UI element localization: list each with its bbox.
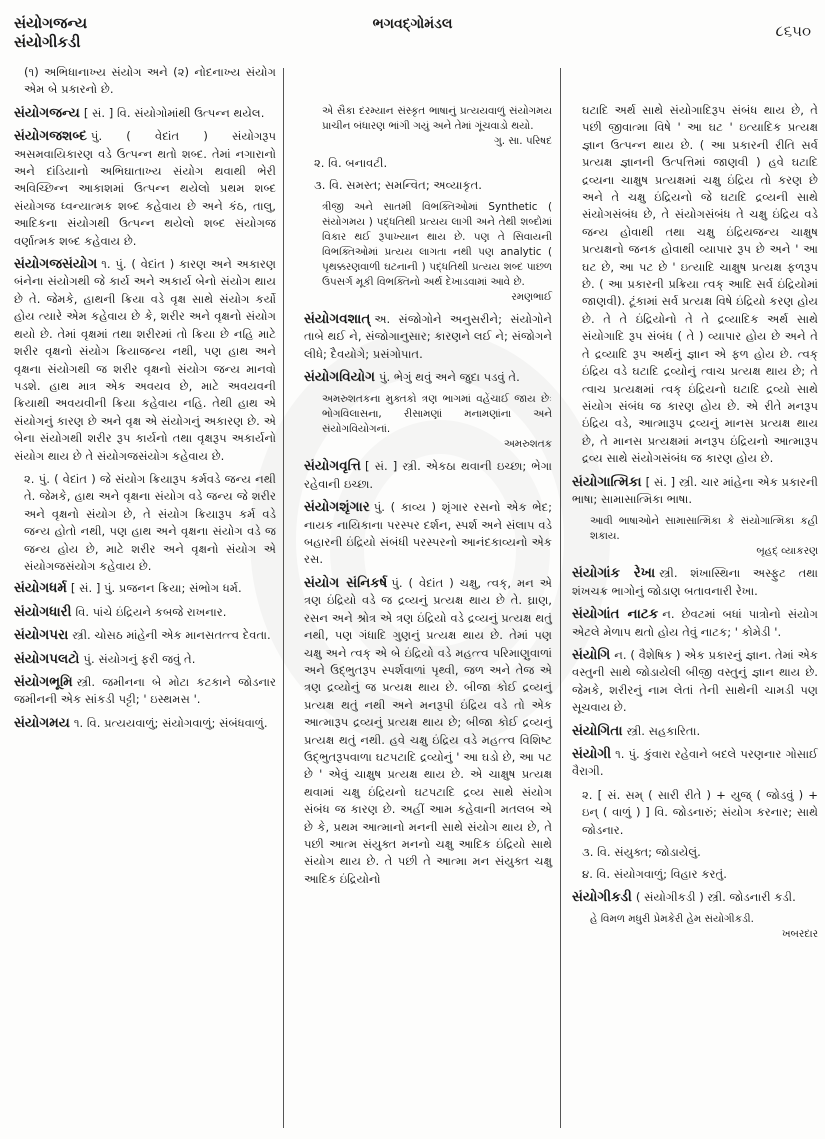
guide-word-first: સંયોગજન્ય bbox=[14, 14, 88, 32]
citation-quote bbox=[322, 392, 552, 452]
headword: સંયોગપલટો bbox=[14, 650, 80, 667]
definition: ૧. પું. ( વેદાંત ) કારણ અને અકારણ બંનેના સંયોગથી જે કાર્ય અને અકાર્ય બેનો સંયોગ થાય છે તે. જેમકે, હાથની ક્રિયા વડે વૃક્ષ સાથે સંયોગ કર્યો હોય ત્યારે એમ કહેવાય છે કે, શરીર અને વૃક્ષનો સંયોગ થયો છે. તેમાં વૃક્ષમાં તથા શરીરમાં તો ક્રિયા છે નહિ માટે શરીર વૃક્ષનો સંયોગ ક્રિયાજન્ય નથી, પણ હાથ અને વૃક્ષના સંયોગથી જ શરીર વૃક્ષનો સંયોગ જન્ય માનવો પડશે. હાથ માત્ર એક અવયવ છે, માટે અવયવની ક્રિયાથી અવયવીની ક્રિયા કહેવાય નહિ. તેથી હાથ એ સંયોગનું કારણ છે અને વૃક્ષ એ સંયોગનું અકારણ છે. એ બેના સંયોગથી શરીર રૂપ કાર્યનો તથા વૃક્ષરૂપ અકાર્યનો સંયોગ થાય છે તે સંયોગજસંયોગ કહેવાય છે. bbox=[14, 257, 276, 463]
headword: સંયોગિ bbox=[572, 646, 611, 663]
dictionary-entry bbox=[304, 499, 552, 569]
guide-word-last: સંયોગીકડી bbox=[14, 33, 81, 51]
entry-sense: ૨. પું. ( વેદાંત ) જે સંયોગ ક્રિયારૂપ કર્મવડે જન્ય નથી તે. જેમકે, હાથ અને વૃક્ષના સંયોગ વડે જન્ય જે શરીર અને વૃક્ષનો સંયોગ છે, તે સંયોગ ક્રિયારૂપ કર્મ વડે જન્ય હોતો નથી, પણ હાથ અને વૃક્ષના સંયોગ વડે જ જન્ય હોય છે, માટે શરીર અને વૃક્ષનો સંયોગ એ સંયોગજસંયોગ કહેવાય છે. bbox=[24, 471, 276, 573]
dictionary-entry bbox=[14, 105, 276, 122]
entry-sense: ૩. વિ. સમસ્ત; સમન્વિત; અવ્યાકૃત. bbox=[314, 178, 482, 193]
definition: [ સં. ] સ્ત્રી. એકઠા થવાની ઇચ્છા; ભેગા રહેવાની ઇચ્છા. bbox=[304, 459, 552, 491]
headword: સંયોગપરા bbox=[14, 627, 69, 644]
definition: પું. ( વેદાંત ) ચક્ષુ, ત્વક્, મન એ ત્રણ ઇંદ્રિયો વડે જ દ્રવ્યનું પ્રત્યક્ષ થાય છે તે. ઘ્રાણ, રસન અને શ્રોત્ર એ ત્રણ ઇંદ્રિયો વડે દ્રવ્યનું પ્રત્યક્ષ થતું નથી, પણ ગંધાદિ ગુણનું પ્રત્યક્ષ થાય છે. તેમાં પણ ચક્ષુ અને ત્વક્ એ બે ઇંદ્રિયો વડે મહત્ત્વ પરિમાણુવાળાં અને ઉદ્ભુતરૂપ સ્પર્શવાળાં પૃથ્વી, જળ અને તેજ એ ત્રણ દ્રવ્યોનું જ પ્રત્યક્ષ થાય છે. બીજા કોઈ દ્રવ્યનું પ્રત્યક્ષ થતું નથી અને મનરૂપી ઇંદ્રિય વડે તો એક આત્મારૂપ દ્રવ્યનું પ્રત્યક્ષ થાય છે; બીજા કોઈ દ્રવ્યનું પ્રત્યક્ષ થતું નથી. હવે ચક્ષુ ઇંદ્રિય વડે મહત્ત્વ વિશિષ્ટ ઉદ્ભુતરૂપવાળા ઘટપટાદિ દ્રવ્યોનું ' આ ઘડો છે, આ પટ છે ' એવું ચાક્ષુષ પ્રત્યક્ષ થાય છે. એ ચાક્ષુષ પ્રત્યક્ષ થવામાં ચક્ષુ ઇંદ્રિયનો ઘટપટાદિ દ્રવ્ય સાથે સંયોગ સંબંધ જ કારણ છે. અહીં આમ કહેવાની મતલબ એ છે કે, પ્રથમ આત્માનો મનની સાથે સંયોગ થાય છે, તે પછી આત્મ સંયુક્ત મનનો ચક્ષુ આદિક ઇંદ્રિયો સાથે સંયોગ થાય છે. તે પછી તે આત્મા મન સંયુક્ત ચક્ષુ આદિક ઇંદ્રિયોનો bbox=[304, 575, 553, 886]
definition: પું. ( કાવ્ય ) શૃંગાર રસનો એક ભેદ; નાયક નાયિકાના પરસ્પર દર્શન, સ્પર્શ અને સંલાપ વડે બહારની ઇંદ્રિયો સંબંધી પરસ્પરનો આનંદકાવ્યનો એક રસ. bbox=[304, 500, 552, 567]
dictionary-entry bbox=[14, 674, 276, 709]
quote-text: એ સૈકા દરમ્યાન સંસ્કૃત ભાષાનું પ્રત્યયવાળું સંયોગમય પ્રાચીન બંધારણ ભાંગી ગયું અને તેમાં ગૂંચવાડો થયો. bbox=[322, 105, 552, 132]
headword: સંયોગભૂમિ bbox=[14, 674, 73, 690]
dictionary-entry bbox=[14, 604, 276, 621]
definition: ન. છેવટમાં બધાં પાત્રોનો સંયોગ એટલે મેળાપ થતો હોય તેવું નાટક; ' કોમેડી '. bbox=[572, 607, 819, 639]
headword: સંયોગીકડી bbox=[572, 888, 632, 905]
definition: ૧. પું. કુંવારા રહેવાને બદલે પરણનાર ગોસાઈ વૈરાગી. bbox=[572, 747, 818, 779]
headword: સંયોગવશાત્ bbox=[304, 310, 371, 327]
headword: સંયોગધારી bbox=[14, 603, 72, 620]
column-3 bbox=[572, 102, 818, 948]
dictionary-entry bbox=[14, 627, 276, 644]
definition: [ સં. ] વિ. સંયોગોમાંથી ઉત્પન્ન થયેલ. bbox=[83, 105, 265, 120]
definition: ( સંયોગીકડી ) સ્ત્રી. જોડનારી કડી. bbox=[635, 889, 796, 904]
quote-source: બૃહદ્ વ્યાકરણ bbox=[756, 545, 818, 558]
entry-continuation: (૧) અભિધાનાખ્ય સંયોગ અને (૨) નોદનાખ્ય સંયોગ એમ બે પ્રકારનો છે. bbox=[24, 65, 276, 97]
quote-source: ગુ. સા. પરિષદ bbox=[494, 135, 552, 147]
definition: ન. ( વૈશેષિક ) એક પ્રકારનું જ્ઞાન. તેમાં એક વસ્તુની સાથે જોડાયેલી બીજી વસ્તુનું જ્ઞાન થાય છે. જેમકે, શરીરનું નામ લેતાં તેની સાથેની ચામડી પણ સૂચવાય છે. bbox=[572, 647, 818, 715]
dictionary-entry bbox=[572, 606, 818, 641]
dictionary-entry bbox=[14, 128, 276, 250]
definition: સ્ત્રી. ચોસઠ માંહેની એક માનસતત્ત્વ દેવતા. bbox=[72, 628, 271, 643]
definition: પું. ભેગું થવું અને જુદા પડવું તે. bbox=[378, 370, 520, 385]
column-1 bbox=[14, 64, 276, 738]
headword: સંયોગ સંનિકર્ષ bbox=[304, 574, 388, 591]
page-number: ૮૬૫૦ bbox=[775, 22, 811, 40]
quote-source: રમણભાઈ bbox=[511, 290, 552, 303]
quote-text: ત્રીજી અને સાતમી વિભક્તિઓમાં Synthetic ( સંયોગમય ) પદ્ધતિથી પ્રત્યય લાગી અને તેથી શબ્દોમાં વિકાર થઈ રૂપાખ્યાન થાય છે. પણ તે સિવાયની વિભક્તિઓમાં પ્રત્યય લાગતા નથી પણ analytic ( પૃથક્કરણવાળી ઘટનાની ) પદ્ધતિથી પ્રત્યય શબ્દ પાછળ ઉપસર્ગ મૂકી વિભક્તિનો અર્થ દેખાડવામાં આવે છે. bbox=[322, 200, 552, 288]
citation-quote bbox=[590, 912, 818, 942]
headword: સંયોગાત્મિકા bbox=[572, 473, 642, 490]
citation-quote bbox=[590, 514, 818, 559]
dictionary-entry bbox=[14, 256, 276, 465]
entry-sense: ૪. વિ. સંયોગવાળું; વિહાર કરતું. bbox=[582, 867, 727, 882]
headword: સંયોગવિયોગ bbox=[304, 369, 375, 386]
definition: વિ. પાંચે ઇંદ્રિયને કબજે રાખનાર. bbox=[75, 604, 227, 619]
citation-quote bbox=[322, 200, 552, 305]
dictionary-entry bbox=[572, 565, 818, 600]
quote-text: આવી ભાષાઓને સામાસાત્મિકા કે સંયોગાત્મિકા કહી શકાય. bbox=[590, 515, 818, 543]
headword: સંયોગધર્મ bbox=[14, 580, 67, 597]
dictionary-entry bbox=[304, 575, 552, 888]
dictionary-entry bbox=[304, 458, 552, 493]
definition: સ્ત્રી. શંખાસ્થિના અસ્ફુટ તથા શંખચક્ર ભાગોનું જોડાણ બતાવનારી રેખા. bbox=[572, 566, 818, 598]
headword: સંયોગમય bbox=[14, 714, 70, 731]
entry-sense: ૨. વિ. બનાવટી. bbox=[314, 156, 388, 170]
quote-source: અમરુશતક bbox=[503, 438, 552, 451]
quote-text: અમરુશતકના મુક્તકો ત્રણ ભાગમાં વહેંચાઈ જાય છેઃ ભોગવિલાસના, રીસામણાં મનામણાંના અને સંયોગવિયોગનાં. bbox=[322, 393, 552, 436]
dictionary-entry bbox=[572, 723, 818, 740]
quote-text: હે વિમળ મધુરી પ્રેમકેરી હેમ સંયોગીકડી. bbox=[590, 913, 754, 926]
dictionary-entry bbox=[14, 715, 276, 732]
definition: ૧. વિ. પ્રત્યયવાળું; સંયોગવાળું; સંબંધવાળું. bbox=[73, 715, 268, 730]
headword: સંયોગજસંયોગ bbox=[14, 256, 98, 273]
definition: સ્ત્રી. સહકારિતા. bbox=[626, 723, 701, 738]
definition: [ સં. ] પું. પ્રજનન ક્રિયા; સંભોગ ધર્મ. bbox=[70, 581, 242, 596]
headword: સંયોગાંત નાટક bbox=[572, 606, 659, 623]
dictionary-entry bbox=[572, 746, 818, 781]
definition: [ સં. ] સ્ત્રી. ચાર માંહેના એક પ્રકારની ભાષા; સામાસાત્મિકા ભાષા. bbox=[572, 474, 818, 506]
dictionary-entry bbox=[304, 369, 552, 386]
running-title: ભગવદ્ગોમંડલ bbox=[372, 16, 453, 32]
headword: સંયોગી bbox=[572, 746, 612, 762]
definition: પું. સંયોગનું ફરી જવું તે. bbox=[83, 651, 196, 666]
headword: સંયોગજન્ય bbox=[14, 104, 80, 121]
entry-sense: ૨. [ સં. સમ્ ( સારી રીતે ) + યુજ્ ( જોડવું ) + ઇન્ ( વાળું ) ] વિ. જોડનારું; સંયોગ કરનાર; સાથે જોડનાર. bbox=[582, 787, 818, 837]
column-2 bbox=[304, 102, 552, 894]
dictionary-entry bbox=[572, 647, 818, 717]
headword: સંયોગજશબ્દ bbox=[14, 128, 87, 145]
headword: સંયોગાંક રેખા bbox=[572, 565, 656, 582]
dictionary-entry bbox=[304, 311, 552, 363]
column-divider bbox=[283, 68, 284, 1128]
definition: પું. ( વેદાંત ) સંયોગરૂપ અસમવાયિકારણ વડે ઉત્પન્ન થતો શબ્દ. તેમાં નગારાનો અને દાંડિયાનો અભિઘાતાખ્ય સંયોગ થવાથી ભેરી અવિચ્છિન્ન આકાશમાં ઉત્પન્ન થયેલો પ્રથમ શબ્દ સંયોગજ ધ્વન્યાત્મક શબ્દ કહેવાય છે અને કંઠ, તાલુ, આદિકના સંયોગથી ઉત્પન્ન થયેલો શબ્દ સંયોગજ વર્ણાત્મક શબ્દ કહેવાય છે. bbox=[14, 129, 276, 248]
citation-quote bbox=[322, 104, 552, 149]
dictionary-entry bbox=[572, 474, 818, 509]
headword: સંયોગશૃંગાર bbox=[304, 499, 370, 516]
definition: સ્ત્રી. જમીનના બે મોટા કટકાને જોડનાર જમીનની એક સાંકડી પટ્ટી; ' ઇસ્થમસ '. bbox=[14, 675, 276, 707]
entry-sense: ૩. વિ. સંયુક્ત; જોડાયેલું. bbox=[582, 845, 701, 860]
headword: સંયોગિતા bbox=[572, 722, 623, 739]
column-divider bbox=[560, 68, 561, 1128]
entry-continuation: ઘટાદિ અર્થ સાથે સંયોગાદિરૂપ સંબંધ થાય છે, તે પછી જીવાત્મા વિષે ' આ ઘટ ' ઇત્યાદિક પ્રત્યક્ષ જ્ઞાન ઉત્પન્ન થાય છે. ( આ પ્રકારની રીતિ સર્વ પ્રત્યક્ષ જ્ઞાનની ઉત્પત્તિમાં જાણવી ) હવે ઘટાદિ દ્રવ્યના ચાક્ષુષ પ્રત્યક્ષમાં ચક્ષુ ઇંદ્રિય તો કરણ છે અને તે ચક્ષુ ઇંદ્રિયનો જે ઘટાદિ દ્રવ્યની સાથે સંયોગસંબંધ છે, તે સંયોગસંબંધ તે ચક્ષુ ઇંદ્રિય વડે જન્ય હોવાથી તથા ચક્ષુ ઇંદ્રિયજન્ય ચાક્ષુષ પ્રત્યક્ષનો જનક હોવાથી વ્યાપાર રૂપ છે અને ' આ ઘટ છે, આ પટ છે ' ઇત્યાદિ ચાક્ષુષ પ્રત્યક્ષ ફળરૂપ છે. ( આ પ્રકારની પ્રક્રિયા ત્વક્ આદિ સર્વ ઇંદ્રિયોમાં જાણવી). ટૂંકામાં સર્વ પ્રત્યક્ષ વિષે ઇંદ્રિયો કરણ હોય છે. તે તે ઇંદ્રિયોનો તે તે દ્રવ્યાદિક અર્થ સાથે સંયોગાદિ રૂપ સંબંધ ( તે ) વ્યાપાર હોય છે અને તે તે દ્રવ્યાદિ રૂપ અર્થનું જ્ઞાન એ ફળ હોય છે. ત્વક્ ઇંદ્રિય વડે ઘટાદિ દ્રવ્યોનું ત્વાચ પ્રત્યક્ષ થાય છે; તે ત્વાચ પ્રત્યક્ષમાં ત્વક્ ઇંદ્રિયનો ઘટાદિ દ્રવ્યો સાથે સંયોગ સંબંધ જ કારણ હોય છે. એ રીતે મનરૂપ ઇંદ્રિય વડે, આત્મારૂપ દ્રવ્યનું માનસ પ્રત્યક્ષ થાય છે, તે માનસ પ્રત્યક્ષમાં મનરૂપ ઇંદ્રિયનો આત્મારૂપ દ્રવ્ય સાથે સંયોગસંબંધ જ કારણ હોય છે. bbox=[582, 103, 818, 466]
quote-source: ખબરદાર bbox=[782, 928, 818, 941]
definition: અ. સંજોગોને અનુસરીને; સંયોગોને તાબે થઈ ને, સંજોગાનુસાર; કારણને લઈ ને; સંજોગને લીધે; દૈવયોગે; પ્રસંગોપાત. bbox=[304, 311, 552, 361]
dictionary-entry bbox=[14, 651, 276, 668]
dictionary-entry bbox=[14, 580, 276, 597]
headword: સંયોગવૃત્તિ bbox=[304, 458, 361, 475]
dictionary-entry bbox=[572, 889, 818, 906]
